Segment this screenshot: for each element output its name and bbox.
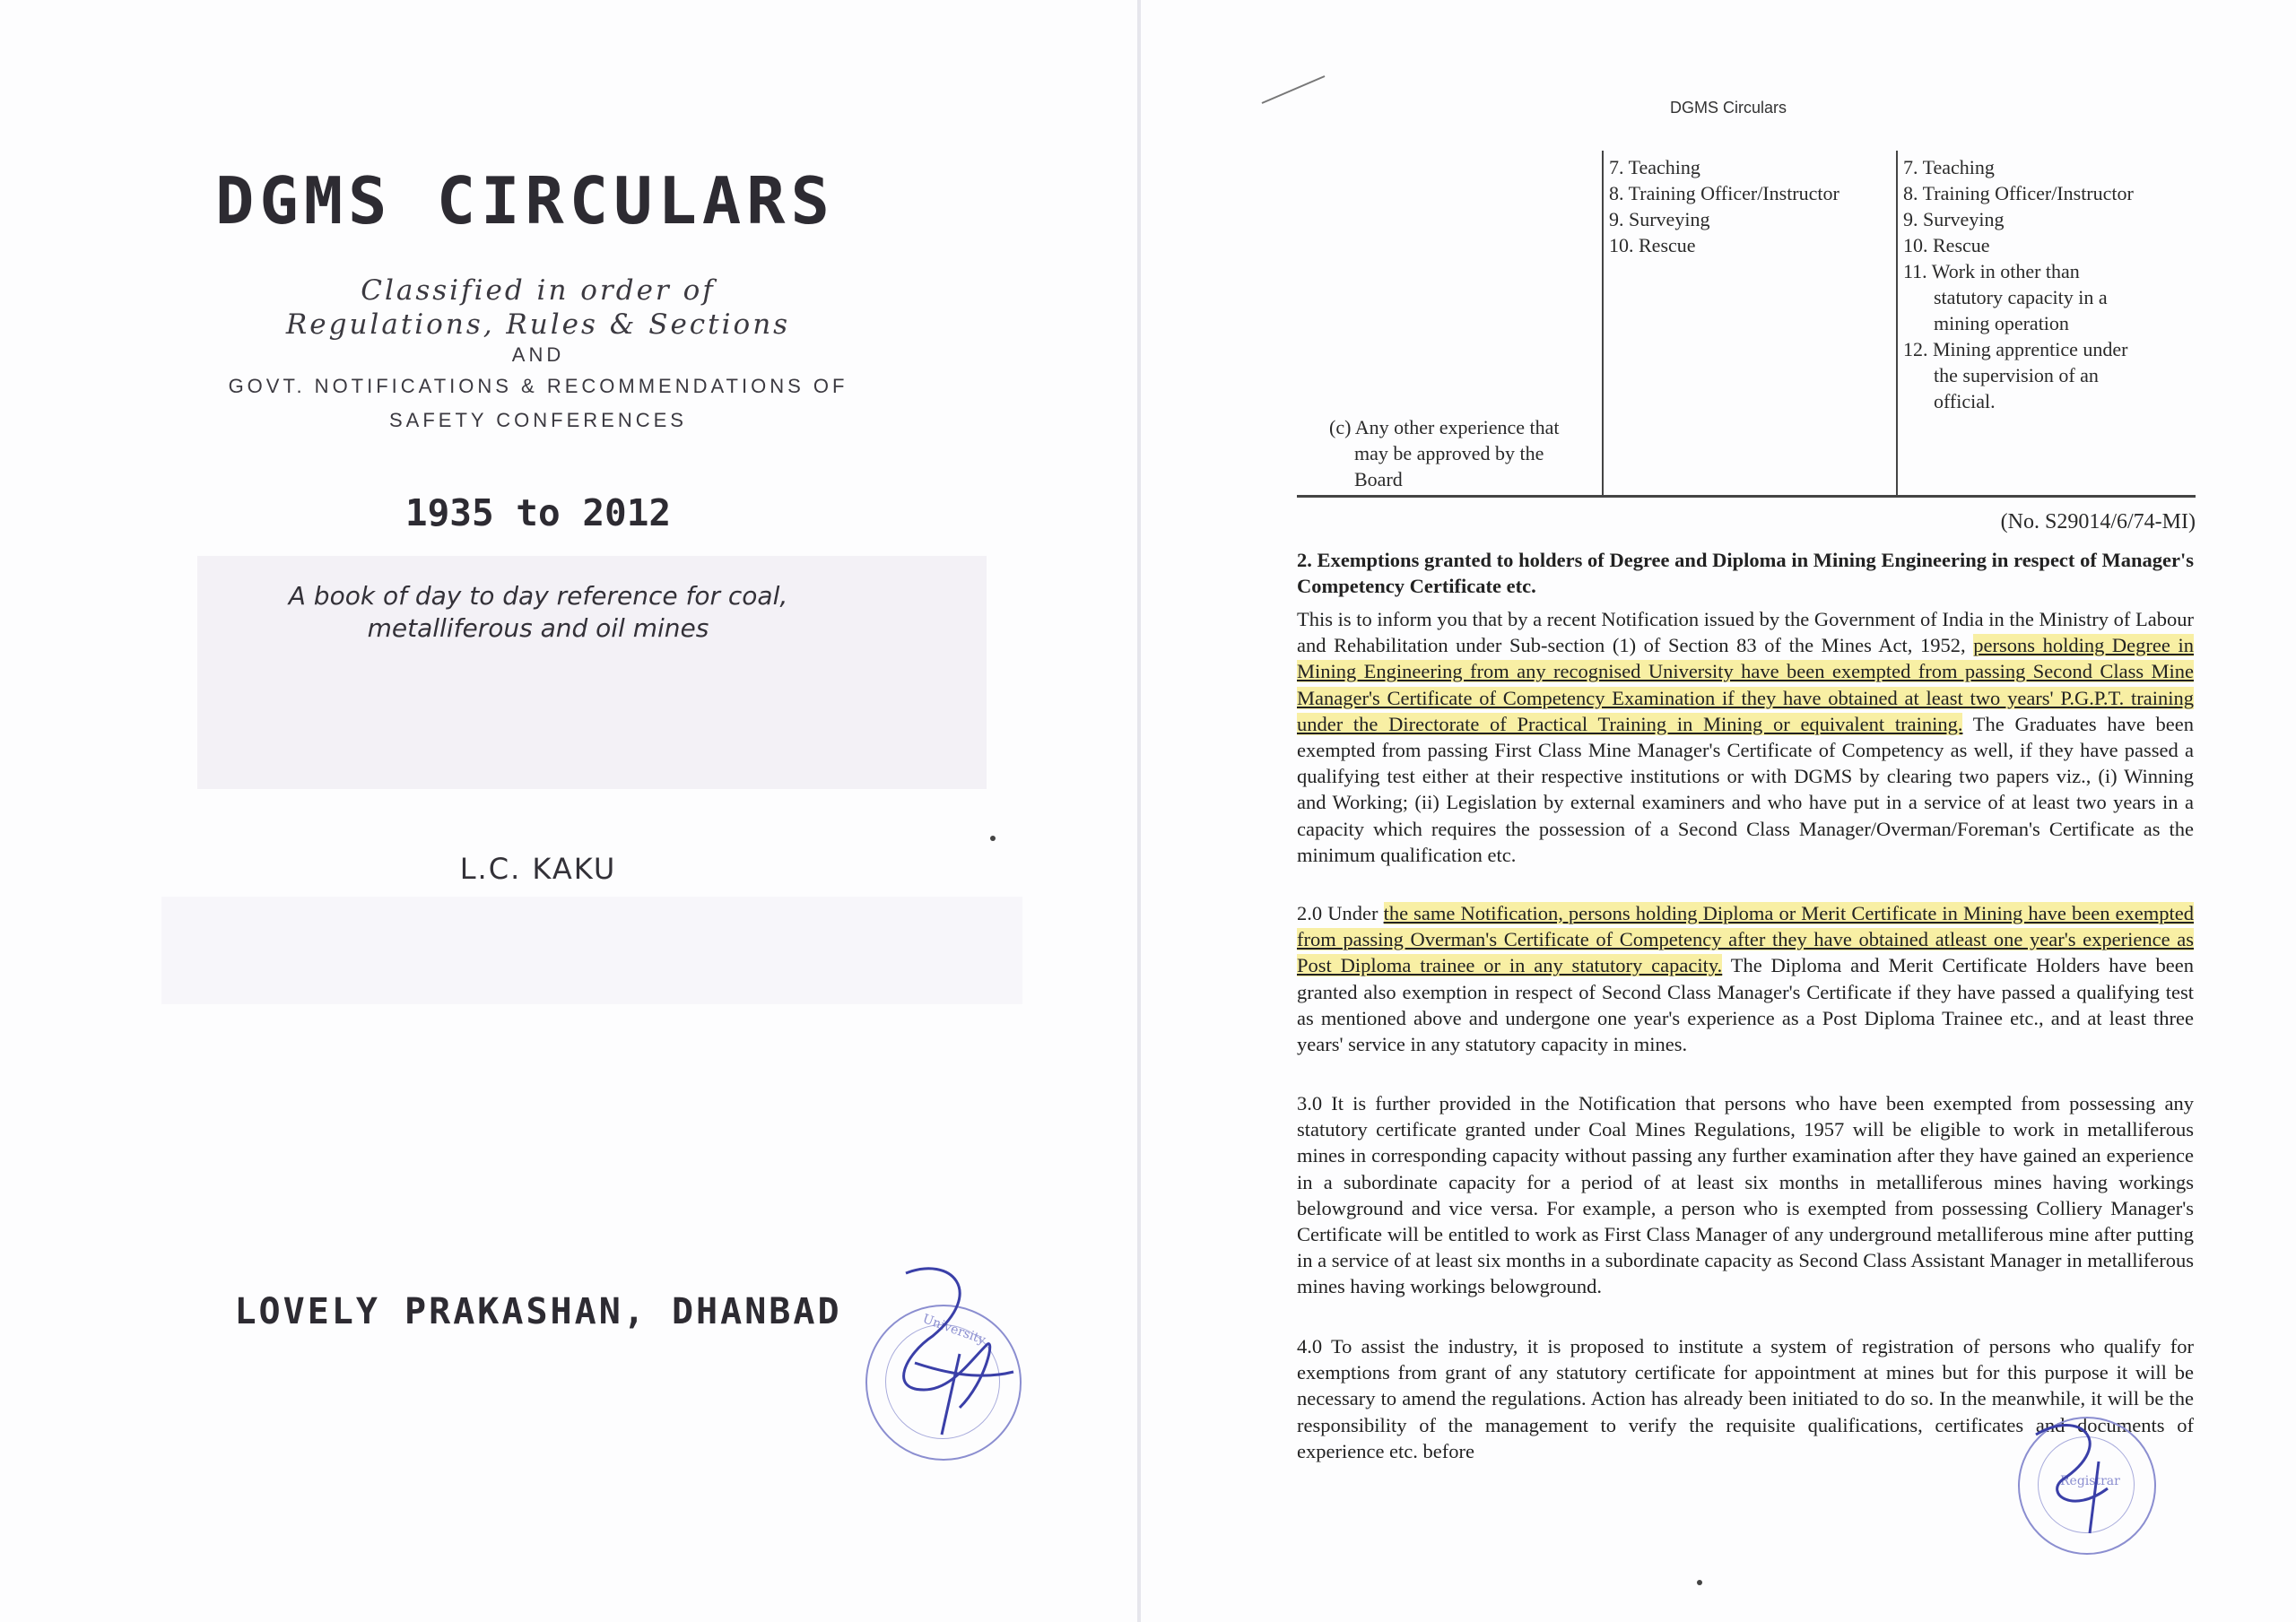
- and-word: AND: [511, 343, 565, 366]
- ink-speck: [1697, 1580, 1702, 1585]
- tagline-line-1: A book of day to day reference for coal,: [288, 581, 788, 611]
- section-2-heading: 2. Exemptions granted to holders of Degree and Diploma in Mining Engineering in respect of Manager's Competency Certificate etc.: [1297, 549, 2194, 598]
- running-header: DGMS Circulars: [1670, 99, 1787, 117]
- right-item: statutory capacity in a: [1934, 286, 2108, 308]
- paragraph-4: 4.0 To assist the industry, it is proposed to institute a system of registration of persons who qualify for exemptions from grant of any statutory certificate for appointment at mines but for this purpose it will be necessary to amend the regulations. Action has already been initiated to do so. In the meanwhile, it will be the responsibility of the management to verify the requisite qualifications, certificates and documents of experience etc. before: [1297, 1335, 2194, 1462]
- govt-notifications-line: GOVT. NOTIFICATIONS & RECOMMENDATIONS OF: [228, 375, 848, 397]
- paragraph-2: [1297, 900, 2194, 1057]
- middle-item: 7. Teaching: [1609, 156, 1700, 178]
- bleed-through-shadow: [161, 897, 1022, 1004]
- left-page-title-sheet: [0, 0, 1137, 1622]
- middle-item: 10. Rescue: [1609, 234, 1696, 256]
- table-right-cell: [1903, 154, 2196, 414]
- para2-highlight: the same Notification, persons holding Diploma or Merit Certificate in Mining have been exempted from passing Overman's Certificate of Competency after they have obtained atleast one year's experience as Post Diploma trainee or in any statutory capacity.: [1297, 902, 2195, 977]
- para2-text-cont: The Diploma and Merit Certificate Holders have been granted also exemption in respect of Second Class Manager's Certificate if they have passed a qualifying test as mentioned above and undergone one year's experience as a Post Diploma Trainee etc., and at least three years' service in any statutory capacity in mines.: [1297, 954, 2194, 1056]
- right-item: official.: [1934, 390, 1996, 412]
- table-middle-cell: [1609, 154, 1894, 258]
- classified-line-2: Regulations, Rules & Sections: [285, 308, 791, 341]
- safety-conferences-line: SAFETY CONFERENCES: [389, 409, 687, 431]
- right-item: mining operation: [1934, 312, 2069, 334]
- pen-mark: [1257, 72, 1329, 108]
- paragraph-3: 3.0 It is further provided in the Notification that persons who have been exempted from possessing any statutory certificate granted under Coal Mines Regulations, 1957 will be eligible to work in metalliferous mines in corresponding capacity without passing any further examination after they have gained an experience in a subordinate capacity for a period of at least six months in metalliferous mines having workings belowground and vice versa. For example, a person who is exempted from possessing Colliery Manager's Certificate will be entitled to work as First Class Manager of any underground metalliferous mine after putting in a service of at least six months in a subordinate capacity as Second Class Assistant Manager in metalliferous mines having workings belowground.: [1297, 1092, 2194, 1298]
- table-divider-left: [1602, 151, 1604, 495]
- right-item: 9. Surveying: [1903, 208, 2005, 230]
- table-divider-right: [1896, 151, 1898, 495]
- reference-number: (No. S29014/6/74-MI): [2000, 510, 2196, 533]
- middle-item: 9. Surveying: [1609, 208, 1710, 230]
- right-item: 7. Teaching: [1903, 156, 1995, 178]
- para1-highlight: persons holding Degree in Mining Engineering from any recognised University have been exempted from passing Second Class Mine Manager's Certificate of Competency Examination if they have obtained at least two years' P.G.P.T. training under the Directorate of Practical Training in Mining or equivalent training.: [1297, 634, 2194, 735]
- para2-text: 2.0 Under: [1297, 902, 1384, 924]
- registrar-signature: [2009, 1408, 2152, 1542]
- paragraph-1: [1297, 606, 2194, 868]
- right-item: 11. Work in other than: [1903, 260, 2080, 282]
- left-item: may be approved by the: [1354, 442, 1544, 464]
- right-item: 10. Rescue: [1903, 234, 1990, 256]
- tagline-line-2: metalliferous and oil mines: [367, 613, 709, 643]
- signature-scribble: [852, 1255, 1031, 1453]
- left-item: Board: [1354, 468, 1403, 490]
- right-item: 8. Training Officer/Instructor: [1903, 182, 2134, 204]
- book-title: DGMS CIRCULARS: [215, 163, 835, 239]
- table-left-cell: [1329, 414, 1598, 492]
- seal-text: University: [920, 1311, 987, 1349]
- right-item: the supervision of an: [1934, 364, 2099, 386]
- middle-item: 8. Training Officer/Instructor: [1609, 182, 1839, 204]
- classified-line-1: Classified in order of: [361, 274, 716, 307]
- table-bottom-rule: [1297, 495, 2196, 498]
- right-item: 12. Mining apprentice under: [1903, 338, 2128, 360]
- seal-text: Registrar: [2060, 1474, 2120, 1488]
- publisher-name: LOVELY PRAKASHAN, DHANBAD: [234, 1291, 842, 1332]
- author-name: L.C. KAKU: [459, 852, 617, 886]
- ink-speck: [990, 836, 996, 841]
- year-range: 1935 to 2012: [404, 491, 672, 534]
- para1-text-cont: The Graduates have been exempted from passing First Class Mine Manager's Certificate of Competency as well, if they have passed a qualifying test either at their respective institutions or with DGMS by clearing two papers viz., (i) Winning and Working; (ii) Legislation by external examiners and who have put in a service of at least two years in a capacity which requires the possession of a Second Class Manager/Overman/Foreman's Certificate as the minimum qualification etc.: [1297, 712, 2195, 866]
- para1-text: This is to inform you that by a recent Notification issued by the Government of India in the Ministry of Labour and Rehabilitation under Sub-section (1) of Section 83 of the Mines Act, 1952,: [1297, 608, 2194, 657]
- left-item: (c) Any other experience that: [1329, 416, 1560, 438]
